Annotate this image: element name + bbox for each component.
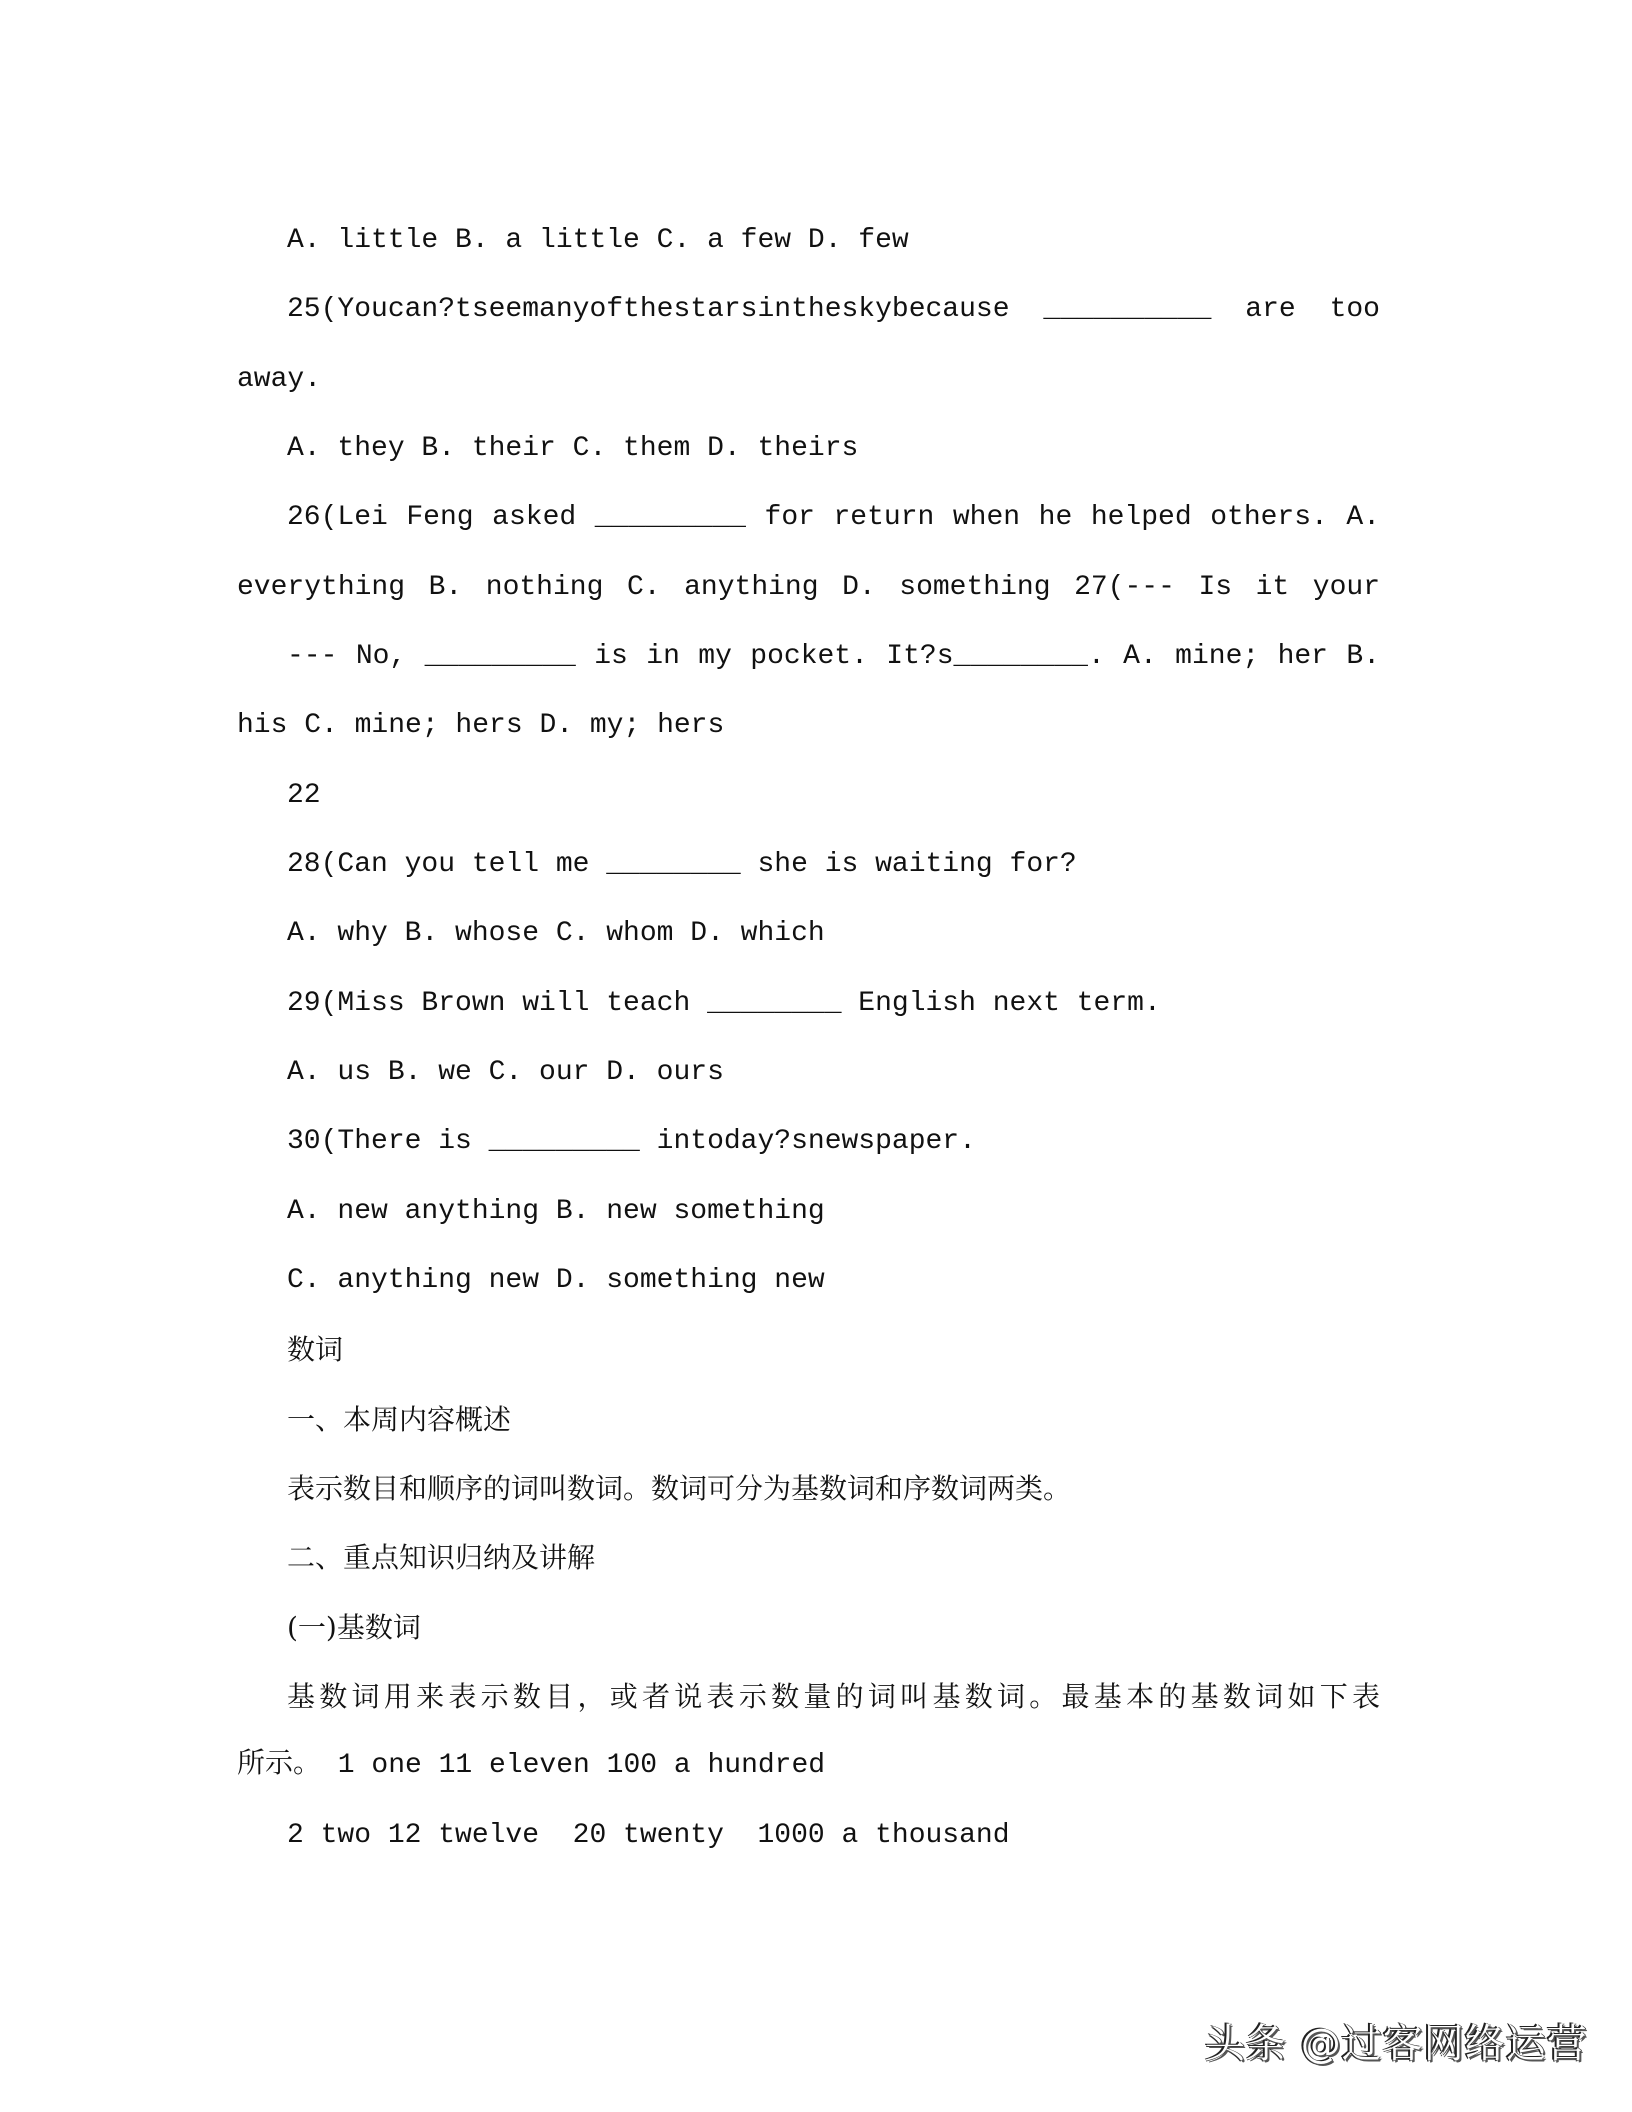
text-line: A. us B. we C. our D. ours <box>287 1056 724 1088</box>
text-line: A. why B. whose C. whom D. which <box>287 918 825 950</box>
text-line: --- No, _________ is in my pocket. It?s________. A. mine; her B. <box>287 640 1380 672</box>
text-line: A. they B. their C. them D. theirs <box>287 432 859 464</box>
text-line: 2 two 12 twelve 20 twenty 1000 a thousand <box>287 1819 1010 1851</box>
text-line: 29(Miss Brown will teach ________ English next term. <box>287 987 1161 1019</box>
text-line: 基数词用来表示数目，或者说表示数量的词叫基数词。最基本的基数词如下表 <box>287 1679 1380 1713</box>
text-line: 表示数目和顺序的词叫数词。数词可分为基数词和序数词两类。 <box>287 1471 1072 1505</box>
section-heading: (一)基数词 <box>287 1610 421 1644</box>
document-page <box>0 206 1632 1870</box>
text-line: his C. mine; hers D. my; hers <box>237 710 725 742</box>
text-line: C. anything new D. something new <box>287 1264 825 1296</box>
text-line: 25(Youcan?tseemanyofthestarsintheskybecause __________ are too <box>287 294 1380 326</box>
text-line: 28(Can you tell me ________ she is waiting for? <box>287 848 1077 880</box>
page-number: 22 <box>287 779 321 811</box>
section-heading: 一、本周内容概述 <box>287 1402 512 1436</box>
text-line: everything B. nothing C. anything D. something 27(--- Is it your <box>237 571 1380 603</box>
text-line: away. <box>237 363 322 395</box>
section-heading: 二、重点知识归纳及讲解 <box>287 1541 596 1575</box>
text-line: A. little B. a little C. a few D. few <box>287 225 909 256</box>
section-heading: 数词 <box>287 1333 344 1367</box>
watermark: 头条 @过客网络运营 <box>1205 2021 1588 2067</box>
text-line: A. new anything B. new something <box>287 1195 825 1227</box>
text-line: 30(There is _________ intoday?snewspaper. <box>287 1126 976 1158</box>
text-line: 所示。 1 one 11 eleven 100 a hundred <box>237 1750 826 1782</box>
text-line: 26(Lei Feng asked _________ for return when he helped others. A. <box>287 502 1380 534</box>
